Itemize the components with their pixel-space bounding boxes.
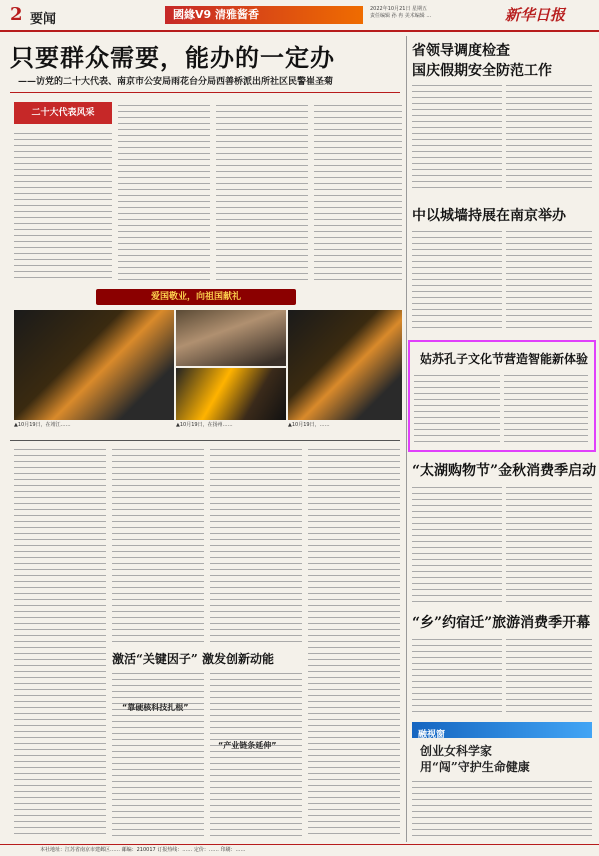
right-text-5a	[412, 636, 502, 716]
lower-text-col6	[210, 670, 302, 836]
headline-rule	[10, 92, 400, 93]
right-text-1b	[506, 82, 592, 192]
banner-label: 融视窗	[418, 730, 446, 740]
photo-sparks	[176, 368, 286, 420]
header-ad-banner: 國緣V9 清雅酱香	[165, 6, 363, 24]
lower-text-col2	[112, 446, 204, 646]
editor-line: 责任编辑 孙 冉 美术编辑 ...	[370, 13, 432, 19]
main-subhead: ——访党的二十大代表、南京市公安局雨花台分局西善桥派出所社区民警崔圣菊	[18, 77, 334, 87]
article-text-col1	[14, 130, 112, 280]
article-text-col4	[314, 102, 402, 280]
right-text-3a	[414, 372, 500, 442]
photo-caption-2: ▲10月19日，在扬州……	[176, 422, 233, 428]
date-line: 2022年10月21日 星期五	[370, 6, 428, 12]
lower-text-col5	[112, 670, 204, 836]
lower-text-col4	[308, 446, 400, 836]
right-headline-3: 姑苏孔子文化节营造智能新体验	[420, 352, 589, 366]
right-text-2a	[412, 228, 502, 328]
photo-workers	[176, 310, 286, 366]
rongshichuang-banner	[412, 722, 592, 738]
section-divider	[10, 440, 400, 441]
right-text-4a	[412, 484, 502, 604]
lower-headline: 激活“关键因子” 激发创新动能	[112, 652, 274, 666]
right-text-1a	[412, 82, 502, 192]
right-headline-2: 中以城墙持展在南京举办	[412, 208, 566, 224]
right-text-2b	[506, 228, 592, 328]
right-text-5b	[506, 636, 592, 716]
right-headline-6: 创业女科学家	[420, 744, 493, 758]
right-headline-1: 省领导调度检查	[412, 43, 510, 59]
newspaper-logo: 新华日报	[505, 6, 566, 24]
page-number: 2	[10, 4, 23, 25]
lower-text-col3	[210, 446, 302, 646]
article-text-col3	[216, 102, 308, 280]
right-text-6	[412, 778, 592, 838]
photo-section-title: 爱国敬业，向祖国献礼	[96, 289, 296, 305]
page-footer: 本社地址：江苏省南京市建邺区…… 邮编：210017 订报热线：…… 定价：…… 印刷：……	[0, 844, 599, 855]
right-text-4b	[506, 484, 592, 604]
lower-subhead-2: “产业链条延伸”	[218, 741, 277, 750]
photo-factory	[288, 310, 402, 420]
right-headline-6b: 用“闯”守护生命健康	[420, 760, 530, 774]
date-info	[370, 6, 500, 20]
right-headline-4: “太湖购物节”金秋消费季启动	[412, 463, 597, 479]
lower-text-col1	[14, 446, 106, 836]
right-text-3b	[504, 372, 588, 442]
section-label: 要闻	[30, 12, 57, 27]
right-headline-1b: 国庆假期安全防范工作	[412, 63, 552, 79]
column-banner: 二十大代表风采	[14, 102, 112, 124]
photo-caption-3: ▲10月19日，……	[288, 422, 330, 428]
photo-caption-1: ▲10月19日，在靖江……	[14, 422, 71, 428]
lower-subhead-1: “靠硬核科技扎根”	[122, 703, 189, 712]
right-headline-5: “乡”约宿迁”旅游消费季开幕	[412, 615, 591, 631]
main-headline: 只要群众需要，能办的一定办	[10, 43, 335, 72]
article-text-col2	[118, 102, 210, 280]
column-divider	[406, 36, 407, 842]
photo-welding	[14, 310, 174, 420]
